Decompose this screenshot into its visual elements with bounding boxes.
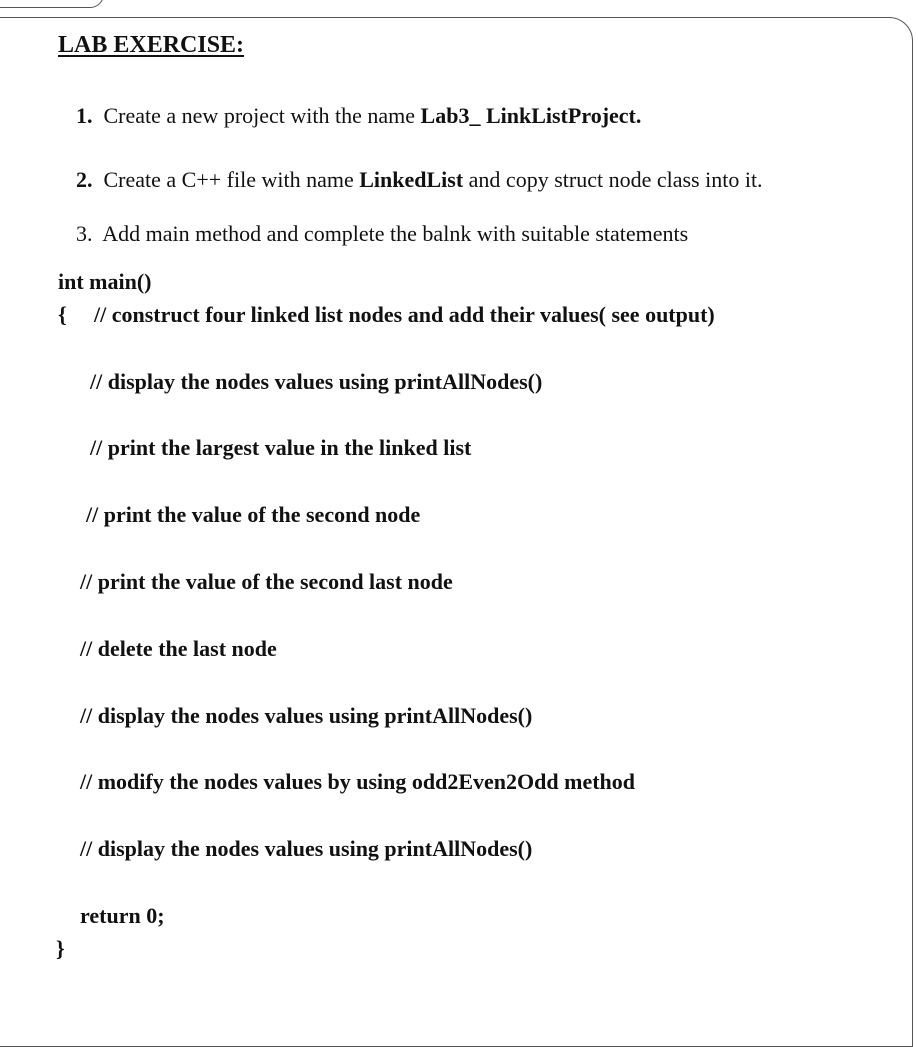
step-1-number: 1.: [76, 103, 93, 128]
step-1-project-name: Lab3_ LinkListProject.: [420, 103, 642, 128]
top-tab-outline: [0, 0, 104, 8]
main-signature: int main(): [58, 269, 152, 294]
step-2: [76, 169, 763, 191]
step-2-rest: and copy struct node class into it.: [463, 167, 763, 192]
code-comment-delete-last: // delete the last node: [80, 636, 277, 661]
step-3: [76, 223, 688, 245]
step-1: [76, 105, 641, 127]
code-comment-display-2: // display the nodes values using printAllNodes(): [80, 703, 533, 728]
close-brace: }: [56, 936, 65, 961]
step-2-text: Create a C++ file with name: [103, 167, 360, 192]
open-brace: {: [58, 302, 67, 327]
step-3-number: 3.: [76, 221, 93, 246]
code-comment-largest: // print the largest value in the linked list: [90, 435, 472, 460]
code-comment-second-last: // print the value of the second last node: [80, 569, 453, 594]
code-comment-display-3: // display the nodes values using printAllNodes(): [80, 836, 533, 861]
lab-exercise-heading: LAB EXERCISE:: [58, 32, 245, 58]
code-comment-second-node: // print the value of the second node: [86, 502, 421, 527]
step-3-text: Add main method and complete the balnk with suitable statements: [102, 221, 689, 246]
step-2-file-name: LinkedList: [359, 167, 464, 192]
code-comment-display-1: // display the nodes values using printAllNodes(): [90, 369, 543, 394]
code-comment-modify: // modify the nodes values by using odd2Even2Odd method: [80, 769, 636, 794]
code-comment-construct: // construct four linked list nodes and add their values( see output): [94, 302, 715, 327]
return-statement: return 0;: [80, 903, 165, 928]
step-2-number: 2.: [76, 167, 93, 192]
step-1-text: Create a new project with the name: [103, 103, 421, 128]
